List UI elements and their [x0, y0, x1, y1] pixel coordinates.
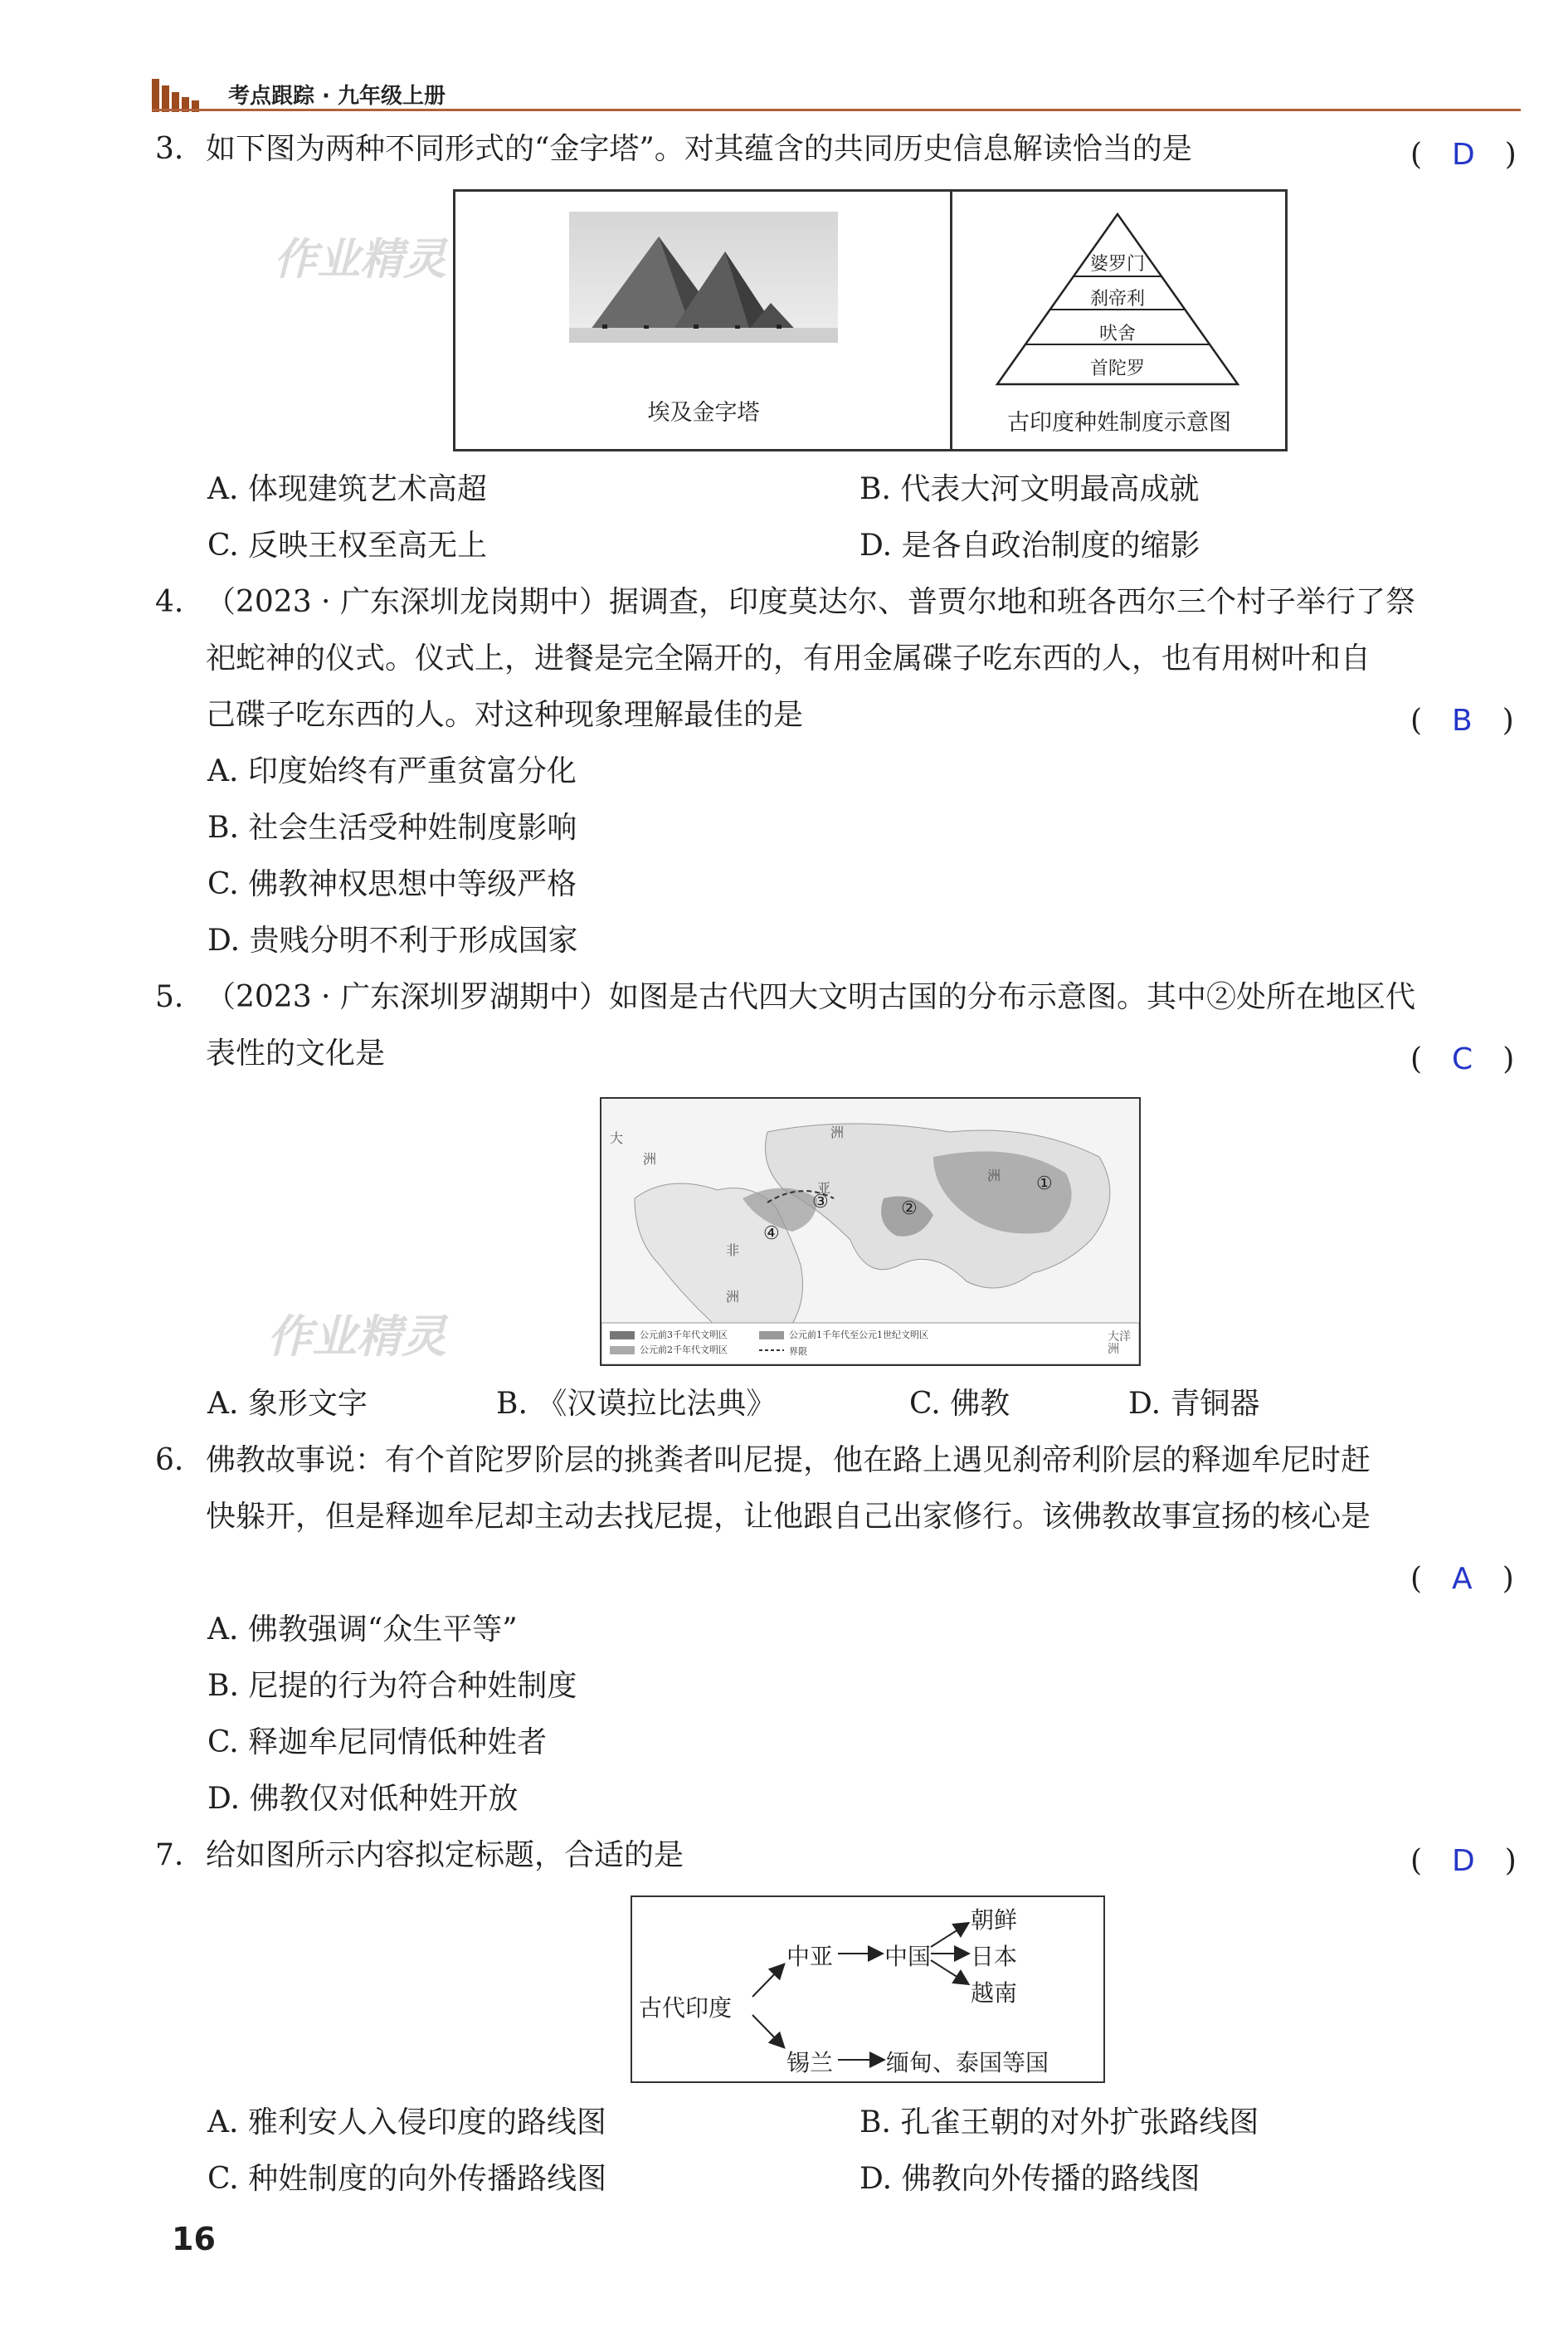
q3-option-d: D. 是各自政治制度的缩影 — [859, 529, 1200, 563]
q7-option-a: A. 雅利安人入侵印度的路线图 — [207, 2105, 606, 2139]
q6-option-c: C. 释迦牟尼同情低种姓者 — [207, 1725, 548, 1759]
map-marker-1: ① — [1036, 1173, 1053, 1194]
q6-answer-paren: ( A ) — [1410, 1562, 1514, 1596]
map-label: 亚 — [817, 1180, 831, 1196]
figure-divider — [950, 192, 952, 449]
q7-number: 7. — [155, 1838, 184, 1872]
q7-answer-paren: ( D ) — [1410, 1844, 1517, 1878]
map-marker-2: ② — [901, 1198, 918, 1219]
q7-diagram — [631, 1895, 1105, 2083]
logo-icon — [152, 77, 202, 112]
q4-answer: B — [1452, 704, 1473, 738]
q7-stem: 给如图所示内容拟定标题，合适的是 — [206, 1838, 684, 1872]
q5-option-a: A. 象形文字 — [207, 1387, 368, 1421]
map-legend-item: 界限 — [789, 1346, 807, 1357]
caste-level-brahmin: 婆罗门 — [1089, 254, 1145, 275]
q3-number: 3. — [155, 132, 184, 166]
q5-answer: C — [1452, 1042, 1473, 1076]
diagram-japan: 日本 — [971, 1943, 1018, 1970]
q5-option-c: C. 佛教 — [909, 1387, 1010, 1421]
watermark: 作业精灵 — [274, 235, 447, 285]
q6-option-a: A. 佛教强调“众生平等” — [207, 1612, 518, 1647]
q7-option-c: C. 种姓制度的向外传播路线图 — [207, 2162, 607, 2196]
q5-line-1: （2023 · 广东深圳罗湖期中）如图是古代四大文明古国的分布示意图。其中②处所在地区代 — [206, 980, 1415, 1014]
q6-answer: A — [1452, 1562, 1473, 1596]
map-legend-item: 公元前1千年代至公元1世纪文明区 — [789, 1329, 928, 1340]
q4-line-2: 祀蛇神的仪式。仪式上，进餐是完全隔开的，有用金属碟子吃东西的人，也有用树叶和自 — [206, 642, 1371, 676]
caste-level-vaishya: 吠舍 — [1098, 324, 1136, 344]
q5-map — [600, 1097, 1141, 1366]
q4-line-1: （2023 · 广东深圳龙岗期中）据调查，印度莫达尔、普贾尔地和班各西尔三个村子举行了祭 — [206, 585, 1415, 619]
q6-line-1: 佛教故事说：有个首陀罗阶层的挑粪者叫尼提，他在路上遇见刹帝利阶层的释迦牟尼时赶 — [206, 1443, 1371, 1477]
q5-line-2: 表性的文化是 — [206, 1037, 386, 1071]
map-label: 大 — [610, 1130, 624, 1146]
q4-option-b: B. 社会生活受种姓制度影响 — [207, 811, 577, 845]
map-label: 非 — [726, 1242, 740, 1258]
caste-level-shudra: 首陀罗 — [1089, 359, 1145, 379]
caption-caste: 古印度种姓制度示意图 — [1007, 410, 1231, 436]
diagram-origin: 古代印度 — [639, 1994, 733, 2022]
q3-option-b: B. 代表大河文明最高成就 — [859, 472, 1200, 506]
q5-option-d: D. 青铜器 — [1128, 1387, 1260, 1421]
q5-number: 5. — [155, 980, 184, 1014]
ancient-civilizations-map — [601, 1099, 1139, 1364]
q4-option-d: D. 贵贱分明不利于形成国家 — [207, 924, 578, 958]
map-label: 洲 — [987, 1168, 1001, 1183]
map-marker-4: ④ — [763, 1223, 780, 1244]
diagram-southeast-asia: 缅甸、泰国等国 — [886, 2049, 1049, 2076]
q4-answer-paren: ( B ) — [1410, 704, 1514, 738]
q3-stem: 如下图为两种不同形式的“金字塔”。对其蕴含的共同历史信息解读恰当的是 — [206, 132, 1192, 166]
diagram-vietnam: 越南 — [971, 1979, 1018, 2007]
map-label: 洲 — [830, 1125, 845, 1140]
q3-answer-paren: ( D ) — [1410, 138, 1517, 172]
caption-egypt: 埃及金字塔 — [647, 400, 760, 426]
map-label: 大洋洲 — [1108, 1330, 1131, 1356]
page-header — [152, 77, 1521, 112]
map-label: 洲 — [726, 1289, 740, 1305]
q7-answer: D — [1452, 1844, 1475, 1878]
header-rule — [152, 109, 1521, 111]
q4-option-a: A. 印度始终有严重贫富分化 — [207, 754, 577, 788]
page-number: 16 — [172, 2221, 216, 2257]
q6-line-2: 快躲开，但是释迦牟尼却主动去找尼提，让他跟自己出家修行。该佛教故事宣扬的核心是 — [206, 1500, 1371, 1534]
caste-level-kshatriya: 刹帝利 — [1089, 289, 1145, 310]
q3-option-c: C. 反映王权至高无上 — [207, 529, 488, 563]
header-title: 考点跟踪 · 九年级上册 — [228, 84, 446, 109]
q6-number: 6. — [155, 1443, 184, 1477]
map-legend-item: 公元前3千年代文明区 — [640, 1329, 728, 1340]
map-marker-3: ③ — [812, 1192, 829, 1212]
q4-option-c: C. 佛教神权思想中等级严格 — [207, 867, 577, 901]
q5-option-b: B. 《汉谟拉比法典》 — [496, 1387, 777, 1421]
q4-line-3: 己碟子吃东西的人。对这种现象理解最佳的是 — [206, 698, 804, 732]
diagram-korea: 朝鲜 — [971, 1906, 1018, 1934]
diagram-china: 中国 — [884, 1943, 932, 1970]
diagram-ceylon: 锡兰 — [786, 2049, 834, 2076]
q5-answer-paren: ( C ) — [1410, 1042, 1515, 1076]
q3-figure — [453, 189, 1288, 451]
egypt-pyramid-photo — [569, 212, 838, 343]
q3-answer: D — [1452, 138, 1475, 172]
map-label: 洲 — [643, 1151, 657, 1167]
q6-option-d: D. 佛教仅对低种姓开放 — [207, 1782, 519, 1816]
q4-number: 4. — [155, 585, 184, 619]
q6-option-b: B. 尼提的行为符合种姓制度 — [207, 1669, 577, 1703]
q7-option-b: B. 孔雀王朝的对外扩张路线图 — [859, 2105, 1259, 2139]
q7-option-d: D. 佛教向外传播的路线图 — [859, 2162, 1200, 2196]
diagram-central-asia: 中亚 — [786, 1943, 834, 1970]
q3-option-a: A. 体现建筑艺术高超 — [207, 472, 487, 506]
map-legend-item: 公元前2千年代文明区 — [640, 1344, 728, 1355]
watermark: 作业精灵 — [267, 1310, 446, 1363]
